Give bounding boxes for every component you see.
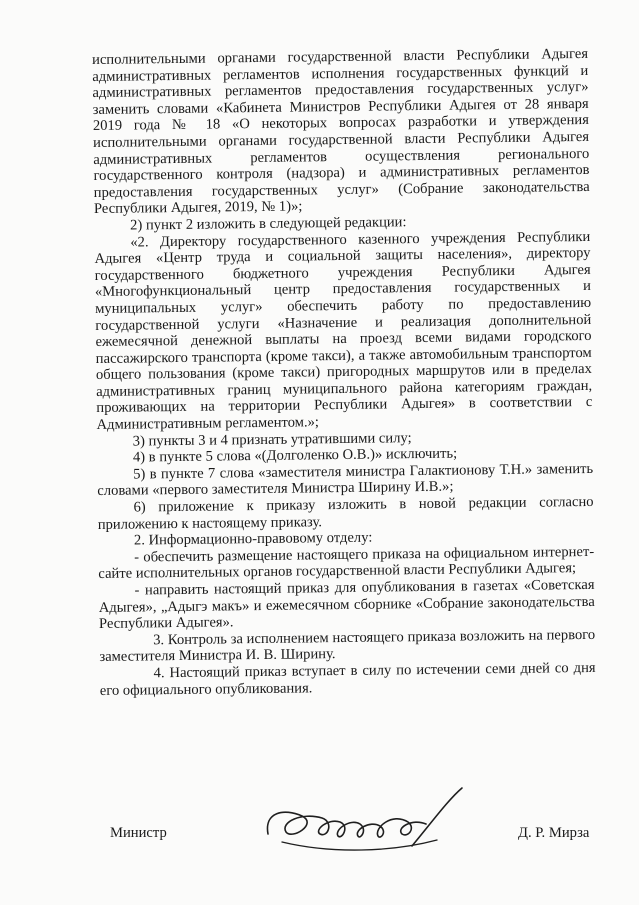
paragraph-section-2-bullet-2: - направить настоящий приказ для опубликования в газетах «Советская Адыгея», „Адыгэ макъ» и ежемесячном сборнике «Собрание законодательства Республики Адыгея». <box>98 576 595 633</box>
paragraph-item-2: 2) пункт 2 изложить в следующей редакции: <box>130 214 407 234</box>
document-body <box>92 46 596 699</box>
signatory-name: Д. Р. Мирза <box>518 825 590 841</box>
paragraph-section-2: 2. Информационно-правовому отделу: <box>133 529 373 549</box>
handwritten-signature <box>262 782 472 862</box>
paragraph-section-3: 3. Контроль за исполнением настоящего приказа возложить на первого заместителя Министра И. В. Ширину. <box>99 626 596 666</box>
paragraph-continuation: исполнительными органами государственной власти Республики Адыгея административных регламентов исполнения государственных функций и административных регламентов предоставления государственных услуг» заменить словами «Кабинета Министров Республики Адыгея от 28 января 2019 года № 18 «О некоторых вопросах разработки и утверждения исполнительными органами государственной власти Республики Адыгея административных регламентов осуществления регионального государственного контроля (надзора) и административных регламентов предоставления государственных услуг» (Собрание законодательства Республики Адыгея, 2019, № 1)»; <box>92 45 590 218</box>
paragraph-section-4: 4. Настоящий приказ вступает в силу по истечении семи дней со дня его официального опубликования. <box>99 659 596 699</box>
paragraph-item-2-text: «2. Директору государственного казенного учреждения Республики Адыгея «Центр труда и социальной защиты населения», директору государственного бюджетного учреждения Республики Адыгея «Многофункциональный центр предоставления государственных и муниципальных услуг» обеспечить работу по предоставлению государственной услуги «Назначение и реализация дополнительной ежемесячной денежной выплаты на проезд всеми видами городского пассажирского транспорта (кроме такси), а также автомобильным транспортом общего пользования (кроме такси) пригородных маршрутов или в пределах административных границ муниципального района категориям граждан, проживающих на территории Республики Адыгея» в соответствии с Административным регламентом.»; <box>94 228 593 434</box>
paragraph-section-2-bullet-1: - обеспечить размещение настоящего приказа на официальном интернет-сайте исполнительных органов государственной власти Республики Адыгея; <box>98 543 595 583</box>
position-title: Министр <box>110 825 167 841</box>
paragraph-item-3: 3) пункты 3 и 4 признать утратившими силу; <box>132 429 412 450</box>
paragraph-item-6: 6) приложение к приказу изложить в новой редакции согласно приложению к настоящему приказу. <box>97 493 594 533</box>
paragraph-item-4: 4) в пункте 5 слова «(Долголенко О.В.)» исключить; <box>132 445 458 466</box>
paragraph-item-5: 5) в пункте 7 слова «заместителя министра Галактионову Т.Н.» заменить словами «первого заместителя Министра Ширину И.В.»; <box>97 460 594 500</box>
